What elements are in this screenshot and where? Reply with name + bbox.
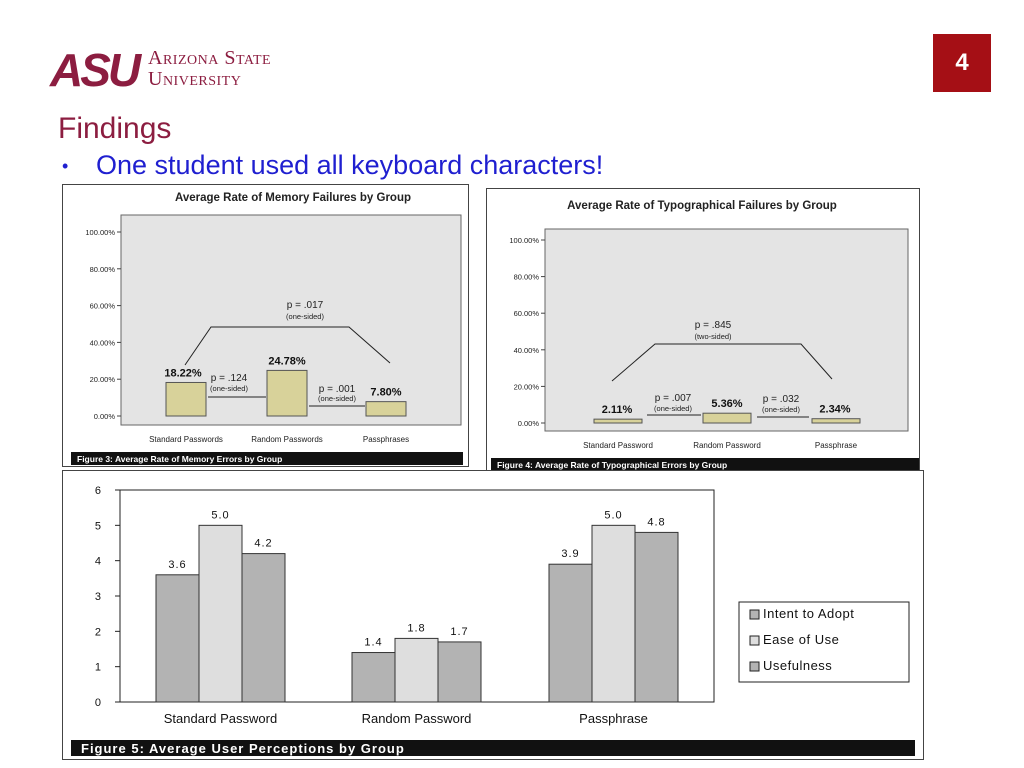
p-value-sub: (one-sided) — [762, 405, 800, 414]
y-tick-label: 5 — [94, 520, 101, 533]
bar-value-label: 4.2 — [254, 537, 273, 550]
typographical-failures-chart — [486, 188, 920, 472]
y-tick-label: 100.00% — [509, 236, 539, 245]
legend-label: Ease of Use — [763, 632, 840, 647]
x-category-label: Random Password — [361, 711, 472, 726]
bar — [635, 532, 678, 702]
figure-caption: Figure 4: Average Rate of Typographical Errors by Group — [497, 460, 728, 470]
bar-value-label: 1.8 — [407, 622, 426, 635]
bullet-dot-icon: • — [62, 156, 69, 177]
x-category-label: Passphrase — [579, 711, 648, 726]
y-tick-label: 3 — [94, 591, 101, 603]
y-tick-label: 60.00% — [513, 309, 539, 319]
bullet-text: One student used all keyboard characters! — [96, 150, 604, 180]
p-value-label: p = .001 — [318, 384, 356, 395]
x-category-label: Standard Password — [583, 441, 653, 450]
x-category-label: Passphrase — [814, 441, 858, 450]
y-tick-label: 1 — [94, 661, 101, 674]
y-tick-label: 0.00% — [93, 412, 115, 421]
bar — [242, 554, 285, 702]
bar — [199, 525, 242, 702]
chart-title: Average Rate of Typographical Failures by Group — [567, 200, 837, 212]
p-value-sub: (one-sided) — [318, 394, 356, 403]
p-value-label: p = .845 — [694, 320, 732, 331]
x-category-label: Passphrases — [362, 435, 410, 444]
p-value-label: p = .032 — [762, 394, 800, 405]
asu-wordmark: ASU — [50, 44, 139, 96]
y-tick-label: 20.00% — [513, 382, 539, 392]
p-value-label: p = .124 — [210, 373, 248, 384]
bar-value-label: 2.34% — [819, 403, 851, 416]
legend-label: Usefulness — [763, 658, 833, 673]
bar-value-label: 18.22% — [164, 367, 202, 380]
typographical-failures-svg — [487, 189, 919, 471]
y-tick-label: 0 — [94, 697, 101, 709]
bar — [438, 642, 481, 702]
bar — [812, 419, 860, 423]
figure-caption: Figure 3: Average Rate of Memory Errors by Group — [77, 454, 283, 464]
p-value-sub: (one-sided) — [286, 312, 324, 321]
slide-number: 4 — [933, 34, 991, 92]
user-perceptions-chart — [62, 470, 924, 760]
asu-logo — [50, 44, 320, 94]
bar-value-label: 4.8 — [647, 516, 666, 529]
bar-value-label: 24.78% — [268, 355, 306, 368]
bar — [592, 525, 635, 702]
bar-value-label: 3.9 — [561, 548, 580, 561]
bar — [267, 370, 307, 416]
bar-value-label: 5.36% — [711, 398, 743, 411]
y-tick-label: 20.00% — [89, 375, 115, 385]
university-name-line2: University — [148, 68, 242, 90]
y-tick-label: 0.00% — [517, 419, 539, 428]
bar — [703, 413, 751, 423]
bar-value-label: 5.0 — [211, 509, 230, 522]
y-tick-label: 60.00% — [89, 301, 115, 311]
p-value-label: p = .017 — [286, 300, 324, 311]
memory-failures-chart — [62, 184, 469, 467]
bar-value-label: 7.80% — [370, 386, 402, 399]
university-name — [148, 48, 271, 90]
p-value-sub: (one-sided) — [654, 404, 692, 413]
x-category-label: Random Password — [693, 441, 761, 450]
y-tick-label: 80.00% — [513, 272, 539, 282]
bar-value-label: 1.7 — [450, 625, 469, 638]
x-category-label: Standard Password — [163, 711, 278, 726]
legend-swatch — [750, 610, 759, 619]
bar-value-label: 5.0 — [604, 509, 623, 522]
y-tick-label: 6 — [94, 485, 101, 497]
p-value-sub: (two-sided) — [694, 332, 732, 341]
bar-value-label: 1.4 — [364, 636, 383, 649]
bullet-point — [62, 150, 603, 181]
slide-title: Findings — [58, 112, 172, 145]
y-tick-label: 40.00% — [513, 345, 539, 355]
x-category-label: Standard Passwords — [149, 435, 223, 444]
p-value-sub: (one-sided) — [210, 384, 248, 393]
y-tick-label: 100.00% — [85, 228, 115, 237]
bar — [594, 419, 642, 423]
bar — [549, 564, 592, 702]
bar-value-label: 3.6 — [168, 558, 187, 571]
p-value-label: p = .007 — [654, 393, 692, 404]
legend-swatch — [750, 636, 759, 645]
bar — [166, 382, 206, 416]
y-tick-label: 40.00% — [89, 338, 115, 348]
legend — [739, 602, 909, 682]
y-tick-label: 80.00% — [89, 264, 115, 274]
bar-value-label: 2.11% — [601, 404, 633, 417]
bar — [352, 653, 395, 702]
figure-caption: Figure 5: Average User Perceptions by Group — [81, 741, 405, 756]
legend-swatch — [750, 662, 759, 671]
bar — [156, 575, 199, 702]
university-name-line1: Arizona State — [148, 47, 272, 69]
bar — [395, 638, 438, 702]
y-tick-label: 2 — [94, 626, 101, 639]
chart-title: Average Rate of Memory Failures by Group — [174, 192, 412, 204]
memory-failures-svg — [63, 185, 468, 466]
x-category-label: Random Passwords — [251, 435, 323, 444]
legend-label: Intent to Adopt — [763, 606, 855, 621]
bar — [366, 402, 406, 416]
y-tick-label: 4 — [94, 555, 101, 568]
user-perceptions-svg — [63, 471, 923, 759]
